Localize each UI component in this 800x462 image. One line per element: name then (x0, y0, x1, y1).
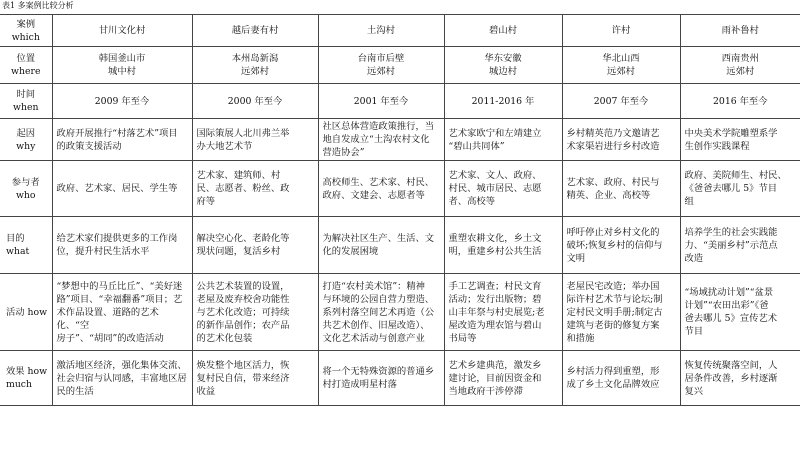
cell-which-tugou: 土沟村 (318, 15, 444, 47)
row-label-when: 时间 when (0, 84, 52, 119)
cell-what-echigo: 解决空心化、老龄化等 现状问题，复活乡村 (192, 217, 318, 274)
cell-who-bishan: 艺术家、文人、政府、 村民、城市居民、志愿 者、高校等 (444, 161, 562, 217)
cell-howmuch-tugou: 将一个无特殊资源的普通乡 村打造成明星村落 (318, 351, 444, 406)
row-label-who: 参与者 who (0, 161, 52, 217)
cell-who-xucun: 艺术家、政府、村民与 精英、企业、高校等 (562, 161, 680, 217)
cell-when-bishan: 2011-2016 年 (444, 84, 562, 119)
cell-what-tugou: 为解决社区生产、生活、文 化的发展困境 (318, 217, 444, 274)
cell-how-bishan: 手工艺调查；村民文育 活动；发行出版物；碧 山丰年祭与村史展览;老 屋改造为理农馆与碧山 书局等 (444, 274, 562, 351)
cell-howmuch-bishan: 艺术乡建典范，激发乡 建讨论，目前因资金和 当地政府干涉停滞 (444, 351, 562, 406)
row-label-what: 目的 what (0, 217, 52, 274)
cell-how-xucun: 老屋民宅改造；举办国 际许村艺术节与论坛;制 定村民文明手册;制定古 建筑与老街的修复方案 和措施 (562, 274, 680, 351)
cell-why-yubulu: 中央美术学院雕塑系学 生创作实践课程 (680, 119, 800, 161)
table-row-when (0, 84, 800, 119)
table-row-which (0, 15, 800, 47)
cell-when-gamcheon: 2009 年至今 (52, 84, 192, 119)
cell-who-yubulu: 政府、美院师生、村民、 《爸爸去哪儿 5》节目 组 (680, 161, 800, 217)
cell-who-tugou: 高校师生、艺术家、村民、 政府、文建会、志愿者等 (318, 161, 444, 217)
cell-why-gamcheon: 政府开展推行“村落艺术”项目 的政策支援活动 (52, 119, 192, 161)
table-row-what (0, 217, 800, 274)
cell-what-xucun: 呼吁停止对乡村文化的 破坏;恢复乡村的信仰与 文明 (562, 217, 680, 274)
cell-where-tugou: 台南市后壁 远郊村 (318, 47, 444, 84)
cell-why-echigo: 国际策展人北川弗兰举 办大地艺术节 (192, 119, 318, 161)
cell-what-bishan: 重塑农耕文化，乡土文 明，重建乡村公共生活 (444, 217, 562, 274)
comparison-table (0, 14, 800, 406)
cell-where-yubulu: 西南贵州 远郊村 (680, 47, 800, 84)
cell-when-tugou: 2001 年至今 (318, 84, 444, 119)
row-label-why: 起因 why (0, 119, 52, 161)
table-row-who (0, 161, 800, 217)
table-row-why (0, 119, 800, 161)
cell-howmuch-echigo: 焕发整个地区活力，恢 复村民自信，带来经济 收益 (192, 351, 318, 406)
cell-howmuch-xucun: 乡村活力得到重塑，形 成了乡土文化品牌效应 (562, 351, 680, 406)
cell-who-gamcheon: 政府、艺术家、居民、学生等 (52, 161, 192, 217)
cell-which-echigo: 越后妻有村 (192, 15, 318, 47)
cell-howmuch-gamcheon: 激活地区经济，强化集体交流、 社会归宿与认同感，丰富地区居 民的生活 (52, 351, 192, 406)
cell-when-echigo: 2000 年至今 (192, 84, 318, 119)
cell-which-xucun: 许村 (562, 15, 680, 47)
cell-which-yubulu: 雨补鲁村 (680, 15, 800, 47)
cell-which-gamcheon: 甘川文化村 (52, 15, 192, 47)
cell-why-xucun: 乡村精英范乃文邀请艺 术家渠岩进行乡村改造 (562, 119, 680, 161)
cell-where-gamcheon: 韩国釜山市 城中村 (52, 47, 192, 84)
cell-who-echigo: 艺术家、建筑师、村 民、志愿者、粉丝、政 府等 (192, 161, 318, 217)
cell-how-tugou: 打造“农村美术馆”：精神 与环境的公园自营力塑造、 系列村落空间艺术再造（公 共艺术创作、旧屋改造）、 文化艺术活动与创意产业 (318, 274, 444, 351)
cell-why-tugou: 社区总体营造政策推行，当 地自发成立“土沟农村文化 营造协会” (318, 119, 444, 161)
cell-where-xucun: 华北山西 远郊村 (562, 47, 680, 84)
row-label-where: 位置 where (0, 47, 52, 84)
table-row-where (0, 47, 800, 84)
cell-where-echigo: 本州岛新潟 远郊村 (192, 47, 318, 84)
row-label-which: 案例 which (0, 15, 52, 47)
row-label-how-much: 效果 how much (0, 351, 52, 406)
table-caption: 表1 多案例比较分析 (2, 1, 74, 10)
cell-what-yubulu: 培养学生的社会实践能 力、“美丽乡村”示范点 改造 (680, 217, 800, 274)
cell-which-bishan: 碧山村 (444, 15, 562, 47)
cell-why-bishan: 艺术家欧宁和左靖建立 “碧山共同体” (444, 119, 562, 161)
table-row-how-much (0, 351, 800, 406)
cell-how-yubulu: “场域扰动计划”“盆景 计划”“农田出彩”《爸 爸去哪儿 5》宣传艺术 节目 (680, 274, 800, 351)
cell-howmuch-yubulu: 恢复传统聚落空间，人 居条件改善，乡村逐渐 复兴 (680, 351, 800, 406)
cell-how-echigo: 公共艺术装置的设置， 老屋及废弃校舍功能性 与艺术化改造；可持续 的新作品创作；农产品 的艺术化包装 (192, 274, 318, 351)
cell-when-xucun: 2007 年至今 (562, 84, 680, 119)
cell-how-gamcheon: “梦想中的马丘比丘”、“美好迷 路”项目、“幸福翻番”项目；艺 术作品设置、道路的艺术化、“空 房子”、“胡同”的改造活动 (52, 274, 192, 351)
cell-what-gamcheon: 给艺术家们提供更多的工作岗 位，提升村民生活水平 (52, 217, 192, 274)
table-row-how (0, 274, 800, 351)
cell-when-yubulu: 2016 年至今 (680, 84, 800, 119)
row-label-how: 活动 how (0, 274, 52, 351)
cell-where-bishan: 华东安徽 城边村 (444, 47, 562, 84)
